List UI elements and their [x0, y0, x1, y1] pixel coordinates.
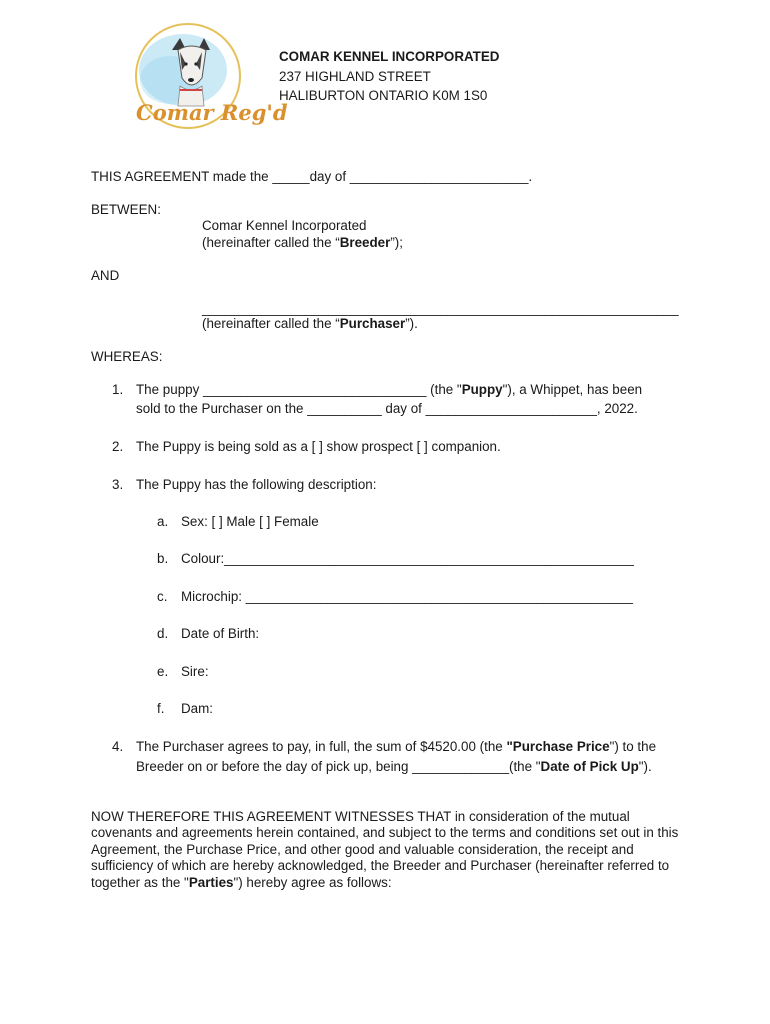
purchaser-name-blank: ________________________________________________________________: [202, 301, 679, 316]
desc-letter: a.: [157, 514, 169, 529]
logo-script-text: Comar Reg'd: [136, 100, 288, 125]
item4-line1: The Purchaser agrees to pay, in full, the sum of $4520.00 (the "Purchase Price") to the: [136, 739, 657, 754]
whereas-label: WHEREAS:: [91, 349, 163, 364]
item4-line2: Breeder on or before the day of pick up, being _____________(the "Date of Pick Up").: [136, 759, 652, 774]
item-number: 1.: [112, 382, 124, 397]
item1-line2: sold to the Purchaser on the __________ day of _______________________, 2022.: [136, 401, 638, 416]
desc-colour: Colour:_______________________________________________________: [181, 551, 634, 566]
desc-microchip: Microchip: ____________________________________________________: [181, 589, 633, 604]
item3-text: The Puppy has the following description:: [136, 477, 377, 492]
street-address: 237 HIGHLAND STREET: [279, 68, 431, 84]
agreement-date-line: THIS AGREEMENT made the _____day of ________________________.: [91, 169, 533, 184]
item-number: 2.: [112, 439, 124, 454]
company-address: [279, 47, 499, 106]
item-number: 3.: [112, 477, 124, 492]
breeder-name: Comar Kennel Incorporated: [202, 218, 367, 233]
item-number: 4.: [112, 739, 124, 754]
desc-date-of-birth: Date of Birth:: [181, 626, 260, 641]
desc-letter: d.: [157, 626, 169, 641]
desc-sire: Sire:: [181, 664, 209, 679]
item1-line1: The puppy ______________________________ (the "Puppy"), a Whippet, has been: [136, 382, 643, 397]
kennel-logo: [128, 20, 288, 136]
desc-letter: c.: [157, 589, 168, 604]
desc-letter: e.: [157, 664, 169, 679]
company-name: COMAR KENNEL INCORPORATED: [279, 49, 500, 64]
purchaser-designation: (hereinafter called the “Purchaser”).: [202, 316, 418, 331]
item2-text: The Puppy is being sold as a [ ] show prospect [ ] companion.: [136, 439, 501, 454]
breeder-designation: (hereinafter called the “Breeder”);: [202, 235, 403, 250]
desc-letter: f.: [157, 701, 165, 716]
desc-sex: Sex: [ ] Male [ ] Female: [181, 514, 319, 529]
desc-letter: b.: [157, 551, 169, 566]
city-province-postal: HALIBURTON ONTARIO K0M 1S0: [279, 88, 488, 103]
desc-dam: Dam:: [181, 701, 213, 716]
and-label: AND: [91, 268, 120, 283]
now-therefore-paragraph: NOW THEREFORE THIS AGREEMENT WITNESSES THAT in consideration of the mutual covenants and agreements herein contained, and subject to the terms and conditions set out in this Agreement, the Purchase Price, and other good and valuable consideration, the receipt and sufficiency of which are hereby acknowledged, the Breeder and Purchaser (hereinafter referred to together as the "Parties") hereby agree as follows:: [91, 809, 679, 890]
between-label: BETWEEN:: [91, 202, 161, 217]
